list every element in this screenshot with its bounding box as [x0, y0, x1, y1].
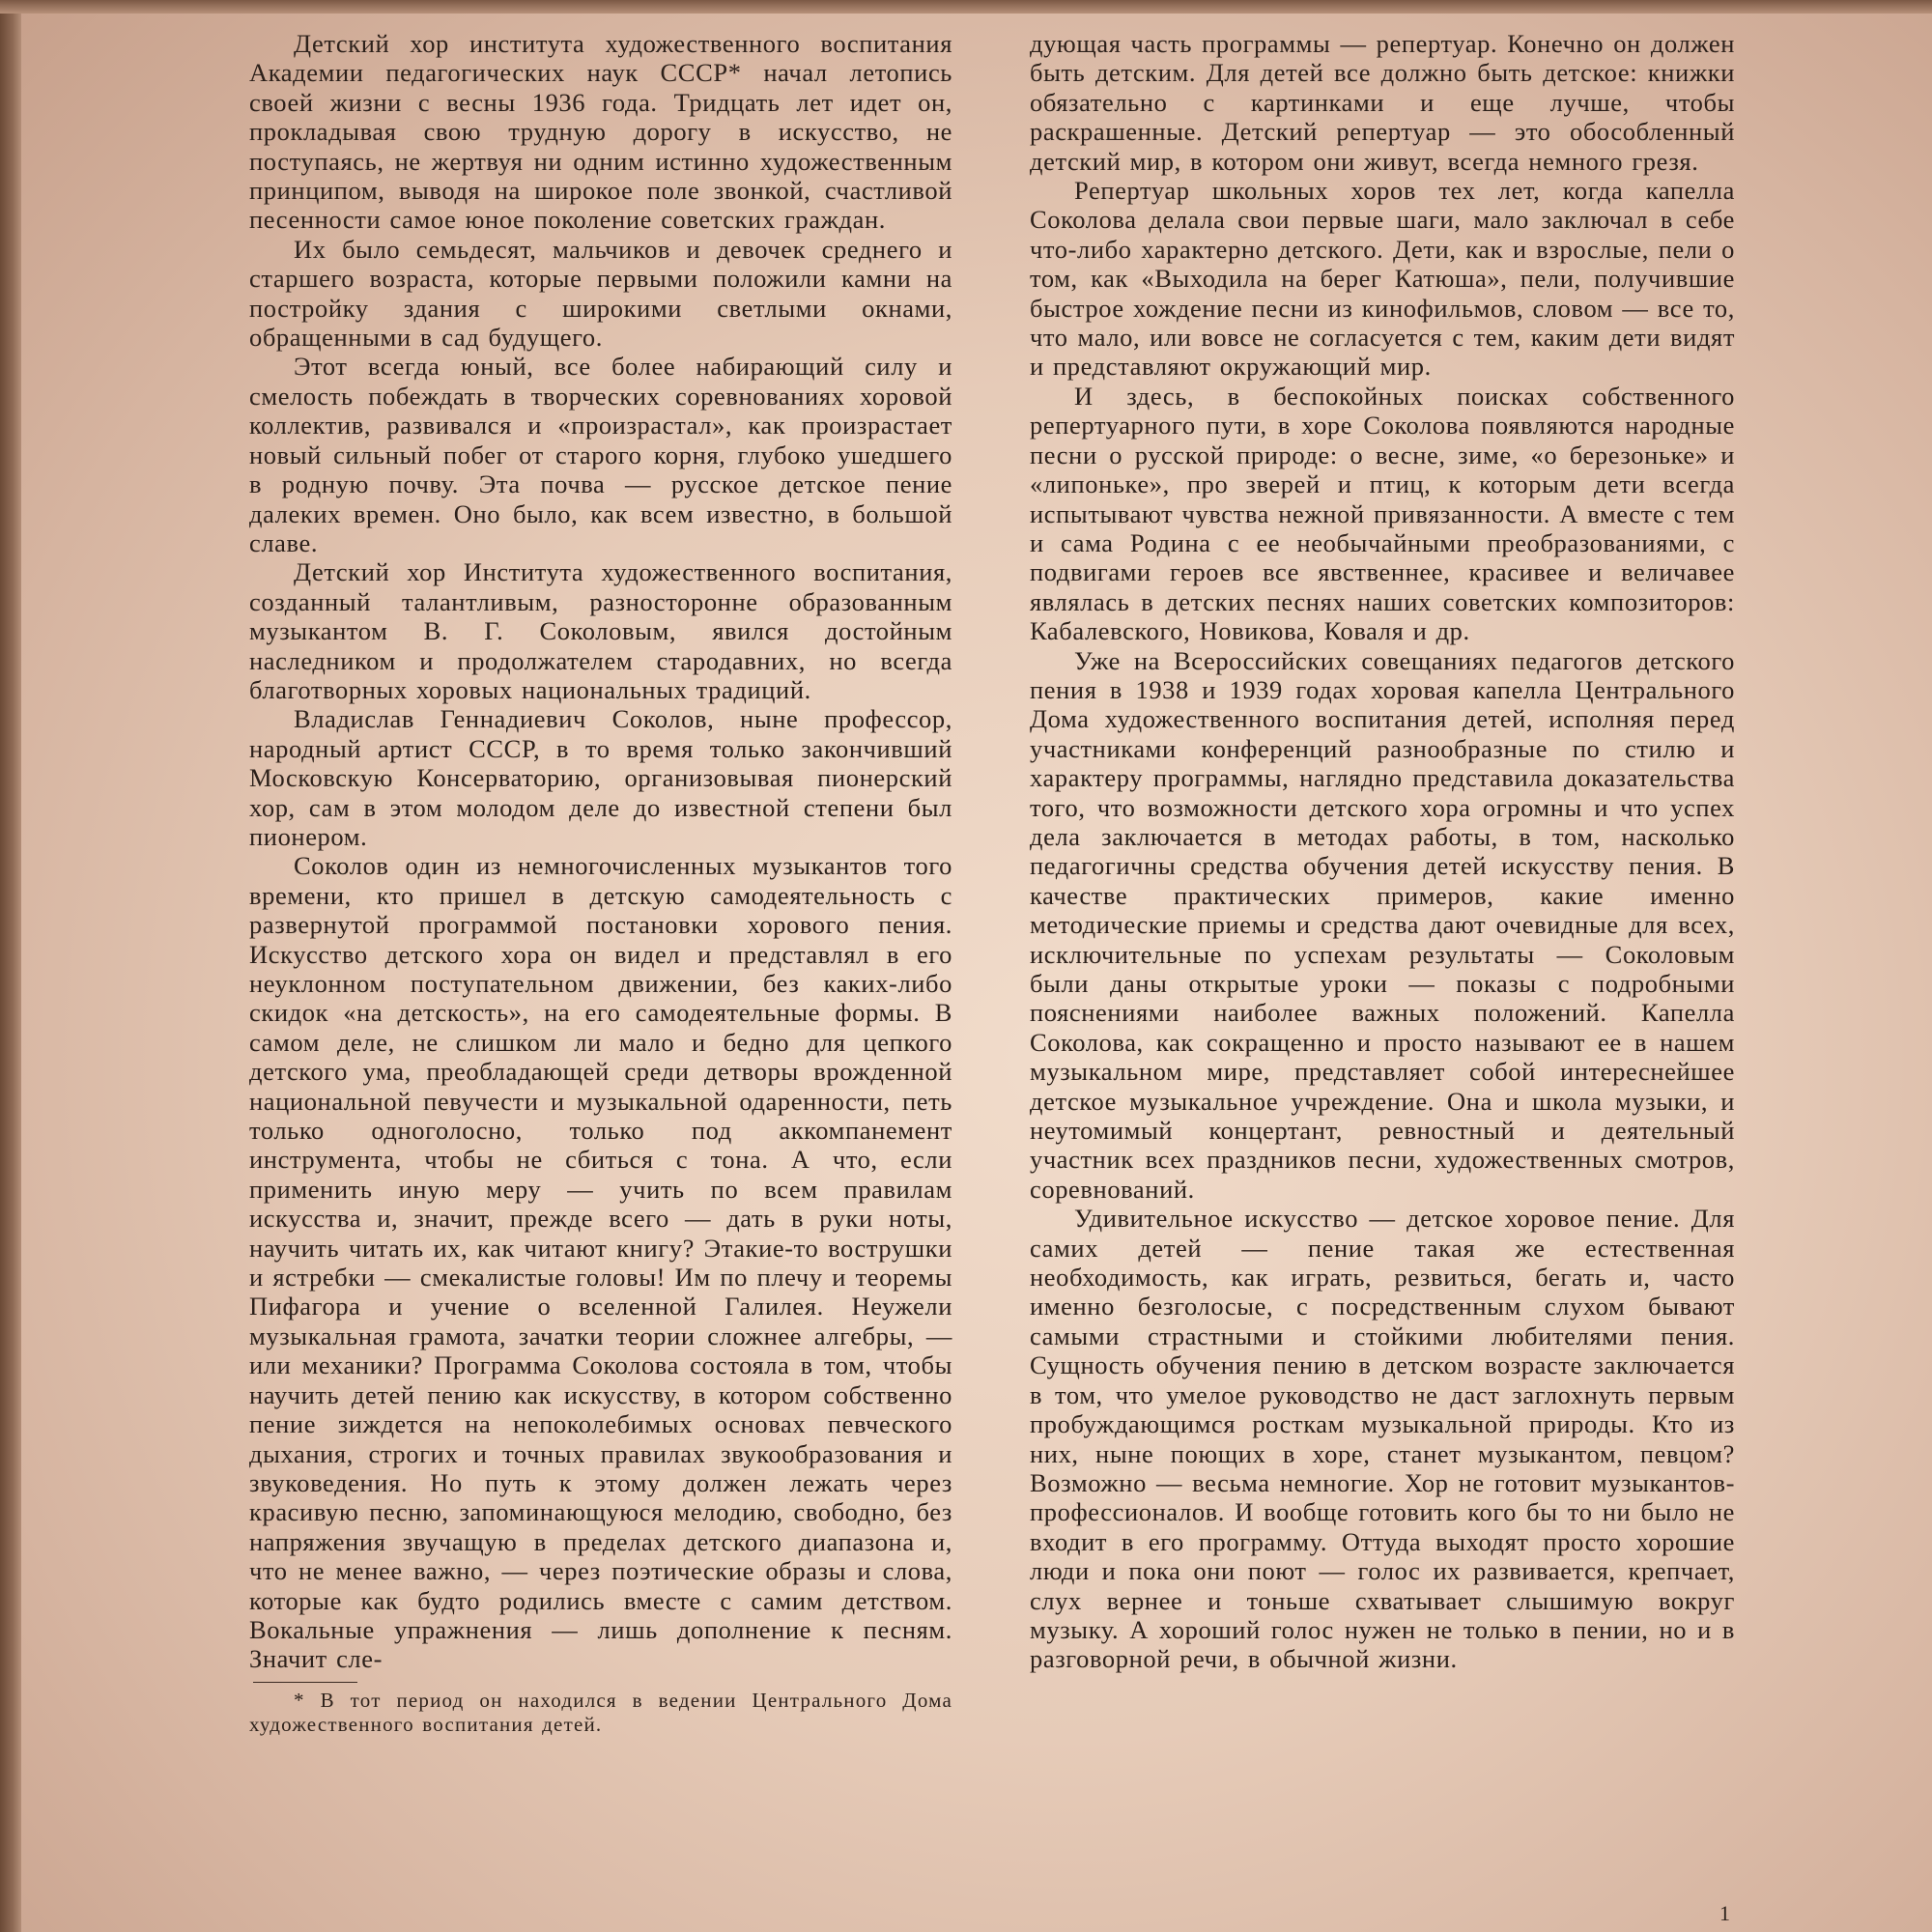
- paragraph: Репертуар школьных хоров тех лет, когда капелла Соколова делала свои первые шаги, мало заключал в себе что-либо характерно детского. Дети, как и взрослые, пели о том, как «Выходила на берег Катюша», пели, получившие быстрое хождение песни из кинофильмов, словом — все то, что мало, или вовсе не согласуется с тем, каким дети видят и представляют окружающий мир.: [1030, 176, 1735, 382]
- page-binding-edge: [0, 0, 21, 1932]
- page-top-edge: [0, 0, 1932, 14]
- left-text-column: [249, 29, 952, 1737]
- paragraph: И здесь, в беспокойных поисках собственного репертуарного пути, в хоре Соколова появляются народные песни о русской природе: о весне, зиме, «о березоньке» и «липоньке», про зверей и птиц, к которым дети всегда испытывают чувства нежной привязанности. А вместе с тем и сама Родина с ее необычайными преобразованиями, с подвигами героев все явственнее, красивее и величавее являлась в детских песнях наших советских композиторов: Кабалевского, Новикова, Коваля и др.: [1030, 381, 1735, 646]
- paragraph-continuation: дующая часть программы — репертуар. Конечно он должен быть детским. Для детей все должно быть детское: книжки обязательно с картинками и еще лучше, чтобы раскрашенные. Детский репертуар — это обособленный детский мир, в котором они живут, всегда немного грезя.: [1030, 29, 1735, 176]
- paragraph: Детский хор Института художественного воспитания, созданный талантливым, разносторонне образованным музыкантом В. Г. Соколовым, явился достойным наследником и продолжателем стародавних, но всегда благотворных хоровых национальных традиций.: [249, 557, 952, 704]
- footnote-divider: [253, 1682, 357, 1683]
- paragraph: Детский хор института художественного воспитания Академии педагогических наук СССР* начал летопись своей жизни с весны 1936 года. Тридцать лет идет он, прокладывая свою трудную дорогу в искусство, не поступаясь, не жертвуя ни одним истинно художественным принципом, выводя на широкое поле звонкой, счастливой песенности самое юное поколение советских граждан.: [249, 29, 952, 235]
- paragraph: Удивительное искусство — детское хоровое пение. Для самих детей — пение такая же естественная необходимость, как играть, резвиться, бегать и, часто именно безголосые, с посредственным слухом бывают самыми страстными и стойкими любителями пения. Сущность обучения пению в детском возрасте заключается в том, что умелое руководство не даст заглохнуть первым пробуждающимся росткам музыкальной природы. Кто из них, ныне поющих в хоре, станет музыкантом, певцом? Возможно — весьма немногие. Хор не готовит музыкантов-профессионалов. И вообще готовить кого бы то ни было не входит в его программу. Оттуда выходят просто хорошие люди и пока они поют — голос их развивается, крепчает, слух вернее и тоньше схватывает слышимую вокруг музыку. А хороший голос нужен не только в пении, но и в разговорной речи, в обычной жизни.: [1030, 1204, 1735, 1674]
- paragraph: Соколов один из немногочисленных музыкантов того времени, кто пришел в детскую самодеятельность с развернутой программой постановки хорового пения. Искусство детского хора он видел и представлял в его неуклонном поступательном движении, без каких-либо скидок «на детскость», на его самодеятельные формы. В самом деле, не слишком ли мало и бедно для цепкого детского ума, преобладающей среди детворы врожденной национальной певучести и музыкальной одаренности, петь только одноголосно, только под аккомпанемент инструмента, чтобы не сбиться с тона. А что, если применить иную меру — учить по всем правилам искусства и, значит, прежде всего — дать в руки ноты, научить читать их, как читают книгу? Этакие-то вострушки и ястребки — смекалистые головы! Им по плечу и теоремы Пифагора и учение о вселенной Галилея. Неужели музыкальная грамота, зачатки теории сложнее алгебры, — или механики? Программа Соколова состояла в том, чтобы научить детей пению как искусству, в котором собственно пение зиждется на непоколебимых основах певческого дыхания, строгих и точных правилах звукообразования и звуковедения. Но путь к этому должен лежать через красивую песню, запоминающуюся мелодию, свободно, без напряжения звучащую в пределах детского диапазона и, что не менее важно, — через поэтические образы и слова, которые как будто родились вместе с самим детством. Вокальные упражнения — лишь дополнение к песням. Значит сле-: [249, 851, 952, 1674]
- page-number: 1: [1719, 1901, 1730, 1925]
- paragraph: Уже на Всероссийских совещаниях педагогов детского пения в 1938 и 1939 годах хоровая капелла Центрального Дома художественного воспитания детей, исполняя перед участниками конференций разнообразные по стилю и характеру программы, наглядно представила доказательства того, что возможности детского хора огромны и что успех дела заключается в методах работы, в том, насколько педагогичны средства обучения детей искусству пения. В качестве практических примеров, какие именно методические приемы и средства дают очевидные для всех, исключительные по успехам результаты — Соколовым были даны открытые уроки — показы с подробными пояснениями наиболее важных положений. Капелла Соколова, как сокращенно и просто называют ее в нашем музыкальном мире, представляет собой интереснейшее детское музыкальное учреждение. Она и школа музыки, и неутомимый концертант, ревностный и деятельный участник всех праздников песни, художественных смотров, соревнований.: [1030, 645, 1735, 1204]
- paragraph: Владислав Геннадиевич Соколов, ныне профессор, народный артист СССР, в то время только закончивший Московскую Консерваторию, организовывая пионерский хор, сам в этом молодом деле до известной степени был пионером.: [249, 704, 952, 851]
- footnote: * В тот период он находился в ведении Центрального Дома художественного воспитания детей.: [249, 1688, 952, 1736]
- paragraph: Этот всегда юный, все более набирающий силу и смелость побеждать в творческих соревнованиях хоровой коллектив, развивался и «произрастал», как произрастает новый сильный побег от старого корня, глубоко ушедшего в родную почву. Эта почва — русское детское пение далеких времен. Оно было, как всем известно, в большой славе.: [249, 352, 952, 557]
- paragraph: Их было семьдесят, мальчиков и девочек среднего и старшего возраста, которые первыми положили камни на постройку здания с широкими светлыми окнами, обращенными в сад будущего.: [249, 234, 952, 353]
- right-text-column: [1030, 29, 1735, 1674]
